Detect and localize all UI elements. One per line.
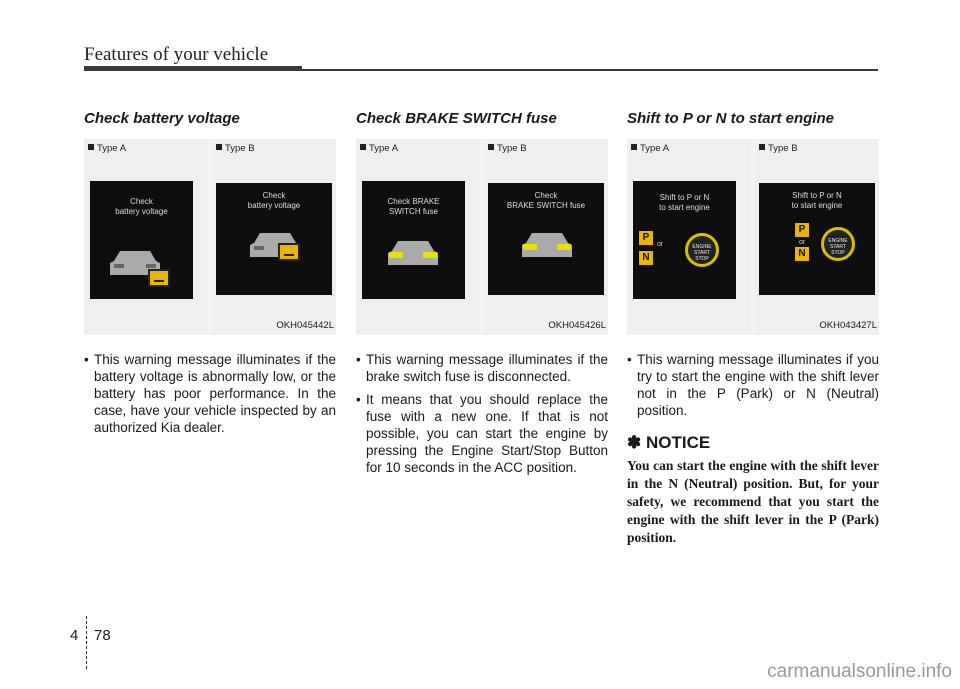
type-label: Type B bbox=[497, 143, 527, 154]
type-label: Type A bbox=[640, 143, 670, 154]
square-bullet-icon bbox=[759, 144, 765, 150]
type-label: Type A bbox=[97, 143, 127, 154]
bullet-list bbox=[84, 351, 336, 436]
section-number: 4 bbox=[70, 627, 79, 644]
section-brake-switch-fuse bbox=[356, 110, 608, 482]
notice-title: ✽ NOTICE bbox=[627, 433, 711, 452]
bullet-list bbox=[356, 351, 608, 476]
or-label: or bbox=[799, 239, 806, 246]
engine-start-stop-icon: ENGINE START STOP bbox=[821, 227, 855, 261]
figure-brake-switch bbox=[356, 139, 608, 335]
section-title: Check battery voltage bbox=[84, 110, 240, 127]
square-bullet-icon bbox=[360, 144, 366, 150]
type-label: Type B bbox=[768, 143, 798, 154]
figure-code: OKH045442L bbox=[276, 320, 334, 331]
park-indicator-icon: P bbox=[639, 231, 653, 245]
screen-message: Check battery voltage bbox=[247, 191, 301, 210]
battery-warning-icon bbox=[148, 269, 170, 287]
figure-code: OKH043427L bbox=[819, 320, 877, 331]
figure-type-b bbox=[755, 139, 879, 335]
page-header-title: Features of your vehicle bbox=[84, 44, 269, 65]
page-number-divider bbox=[86, 616, 88, 669]
section-title: Shift to P or N to start engine bbox=[627, 110, 834, 127]
figure-type-a bbox=[84, 139, 208, 335]
header-rule bbox=[302, 69, 878, 71]
figure-type-b bbox=[484, 139, 608, 335]
screen-message: Check BRAKE SWITCH fuse bbox=[387, 197, 440, 216]
cluster-screen bbox=[216, 183, 332, 295]
figure-battery bbox=[84, 139, 336, 335]
cluster-screen bbox=[90, 181, 193, 299]
cluster-screen bbox=[633, 181, 736, 299]
list-item: • This warning message illuminates if the brake switch fuse is disconnected. bbox=[356, 351, 608, 385]
cluster-screen bbox=[362, 181, 465, 299]
section-title: Check BRAKE SWITCH fuse bbox=[356, 110, 557, 127]
figure-type-a bbox=[627, 139, 751, 335]
figure-type-a bbox=[356, 139, 480, 335]
screen-message: Shift to P or N to start engine bbox=[659, 193, 710, 212]
bullet-list bbox=[627, 351, 879, 419]
watermark: carmanualsonline.info bbox=[767, 661, 952, 682]
list-item: • This warning message illuminates if the battery voltage is abnormally low, or the battery has poor performance. In the case, have your vehicle inspected by an authorized Kia dealer. bbox=[84, 351, 336, 436]
or-label: or bbox=[657, 241, 664, 248]
square-bullet-icon bbox=[488, 144, 494, 150]
park-indicator-icon: P bbox=[795, 223, 809, 237]
figure-code: OKH045426L bbox=[548, 320, 606, 331]
notice-text: You can start the engine with the shift lever in the N (Neutral) position. But, for your safety, we recommend that you start the engine with the shift lever in the P (Park) position. bbox=[627, 458, 879, 545]
screen-message: Shift to P or N to start engine bbox=[791, 191, 843, 210]
car-rear-brake-lights-icon bbox=[386, 237, 440, 269]
screen-message: Check battery voltage bbox=[115, 197, 168, 216]
neutral-indicator-icon: N bbox=[639, 251, 653, 265]
screen-message: Check BRAKE SWITCH fuse bbox=[506, 191, 586, 210]
type-label: Type B bbox=[225, 143, 255, 154]
header-bar bbox=[84, 66, 302, 71]
type-label: Type A bbox=[369, 143, 399, 154]
section-battery-voltage bbox=[84, 110, 336, 442]
square-bullet-icon bbox=[88, 144, 94, 150]
neutral-indicator-icon: N bbox=[795, 247, 809, 261]
figure-type-b bbox=[212, 139, 336, 335]
figure-shift-p-or-n bbox=[627, 139, 879, 335]
engine-start-stop-icon: ENGINE START STOP bbox=[685, 233, 719, 267]
cluster-screen bbox=[759, 183, 875, 295]
list-item: • This warning message illuminates if you try to start the engine with the shift lever not in the P (Park) or N (Neutral) position. bbox=[627, 351, 879, 419]
square-bullet-icon bbox=[631, 144, 637, 150]
section-shift-p-or-n bbox=[627, 110, 879, 547]
battery-warning-icon bbox=[278, 243, 300, 261]
page-number: 78 bbox=[94, 627, 111, 644]
list-item: • It means that you should replace the fuse with a new one. If that is not possible, you can start the engine by pressing the Engine Start/Stop Button for 10 seconds in the ACC position. bbox=[356, 391, 608, 476]
square-bullet-icon bbox=[216, 144, 222, 150]
cluster-screen bbox=[488, 183, 604, 295]
car-rear-brake-lights-icon bbox=[520, 229, 574, 261]
